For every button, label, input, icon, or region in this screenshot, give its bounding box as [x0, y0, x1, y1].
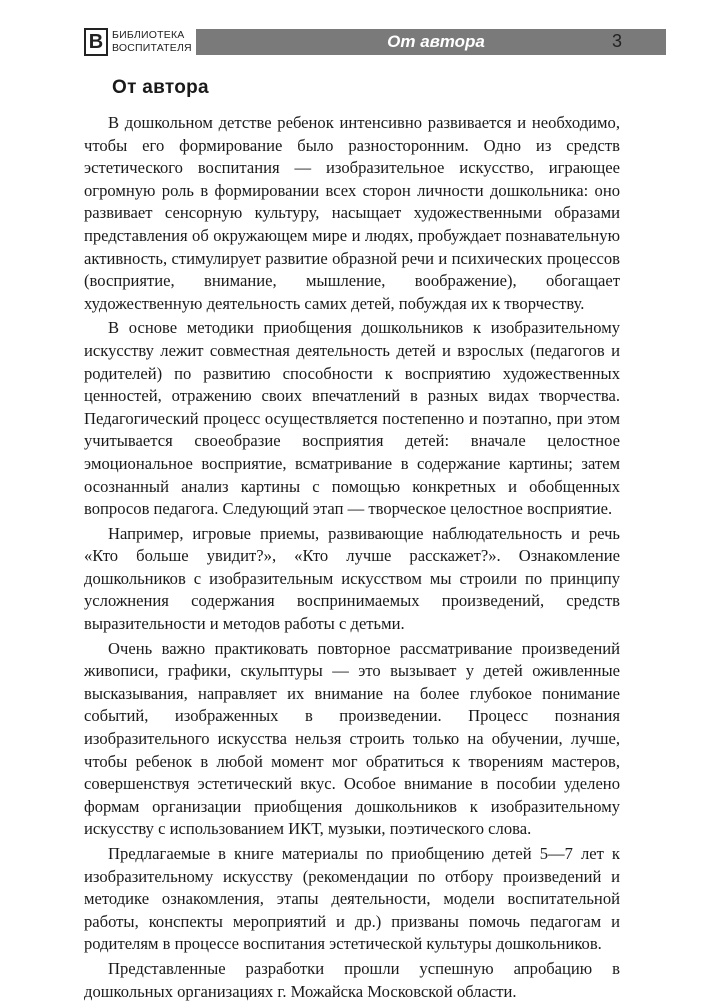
series-name: [112, 29, 192, 55]
paragraph: Представленные разработки прошли успешную апробацию в дошкольных организациях г. Можайска Московской области.: [84, 958, 620, 1001]
running-header: [84, 28, 623, 58]
paragraph: В основе методики приобщения дошкольников к изобразительному искусству лежит совместная деятельность детей и взрослых (педагогов и родителей) по развитию способности к восприятию художественных ценностей, отражению своих впечатлений в разных видах творчества. Педагогический процесс осуществляется постепенно и поэтапно, при этом учитывается своеобразие восприятия детей: вначале целостное эмоциональное восприятие, всматривание в содержание картины; затем осознанный анализ картины с помощью конкретных и обобщенных вопросов педагога. Следующий этап — творческое целостное восприятие.: [84, 318, 620, 519]
page-number: 3: [612, 31, 623, 51]
paragraph: Например, игровые приемы, развивающие наблюдательность и речь «Кто больше увидит?», «Кто лучше расскажет?». Ознакомление дошкольников с изобразительным искусством мы строили по принципу усложнения содержания воспринимаемых произведений, средств выразительности и методов работы с детьми.: [84, 523, 620, 634]
paragraph: Предлагаемые в книге материалы по приобщению детей 5—7 лет к изобразительному искусству (рекомендации по отбору произведений и методике ознакомления, этапы деятельности, модели воспитательной работы, конспекты мероприятий и др.) призваны помочь педагогам и родителям в процессе воспитания эстетической культуры дошкольников.: [84, 844, 620, 954]
series-logo: [84, 28, 108, 56]
series-name-line1: БИБЛИОТЕКА: [112, 29, 185, 41]
paragraph: В дошкольном детстве ребенок интенсивно развивается и необходимо, чтобы его формирование было разносторонним. Одно из средств эстетического воспитания — изобразительное искусство, играющее огромную роль в формировании всех сторон личности дошкольника: оно развивает сенсорную культуру, насыщает художественными образами представления об окружающем мире и людях, пробуждает познавательную активность, стимулирует развитие образной речи и психических процессов (восприятие, внимание, мышление, воображение), обогащает художественную деятельность самих детей, побуждая их к творчеству.: [84, 113, 620, 313]
section-title-bar: [196, 29, 666, 55]
chapter-heading: От автора: [112, 77, 209, 98]
body-text: [84, 112, 620, 1005]
paragraph: Очень важно практиковать повторное рассматривание произведений живописи, графики, скульптуры — это вызывает у детей оживленные высказывания, направляет их внимание на более глубокое понимание событий, изображенных в произведении. Процесс познания изобразительного искусства нельзя строить только на обучении, лучше, чтобы ребенок в любой момент мог обратиться к творениям мастеров, совершенствуя эстетический вкус. Особое внимание в пособии уделено формам организации приобщения дошкольников к изобразительному искусству с использованием ИКТ, музыки, поэтического слова.: [84, 638, 620, 839]
series-name-line2: ВОСПИТАТЕЛЯ: [112, 42, 192, 54]
section-title: От автора: [387, 32, 485, 51]
series-logo-letter: В: [88, 30, 104, 53]
